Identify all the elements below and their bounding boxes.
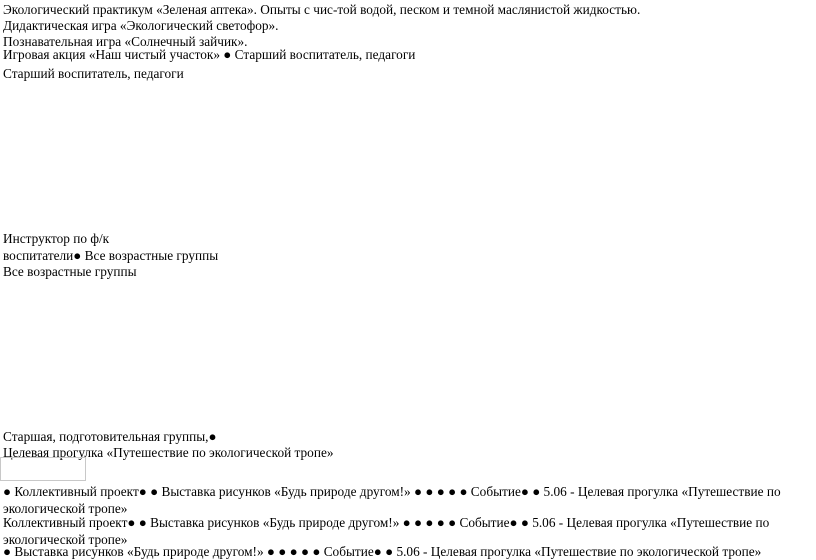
text-line-10: Целевая прогулка «Путешествие по экологической тропе» (3, 445, 334, 460)
text-line-6: Инструктор по ф/к (3, 231, 110, 246)
text-line-3: Познавательная игра «Солнечный зайчик». (3, 34, 248, 49)
text-line-2: Дидактическая игра «Экологический светофор». (3, 18, 279, 33)
text-line-11: ● Коллективный проект● ● Выставка рисунков «Будь природе другом!» ● ● ● ● ● Событие● ● 5.06 - Целевая прогулка «Путешествие по экологической тропе» (3, 484, 781, 516)
text-line-8: Все возрастные группы (3, 264, 137, 279)
text-line-7: воспитатели● Все возрастные группы (3, 248, 219, 263)
text-line-13: ● Выставка рисунков «Будь природе другом!» ● ● ● ● ● Событие● ● 5.06 - Целевая прогулка «Путешествие по экологической тропе» (3, 544, 762, 559)
text-line-9: Старшая, подготовительная группы,● (3, 429, 217, 444)
text-line-5: Старший воспитатель, педагоги (3, 66, 184, 81)
empty-cell-box (0, 457, 86, 481)
text-line-1: Экологический практикум «Зеленая аптека». Опыты с чис-той водой, песком и темной маслянистой жидкостью. (3, 2, 641, 17)
text-line-12: Коллективный проект● ● Выставка рисунков «Будь природе другом!» ● ● ● ● ● Событие● ● 5.06 - Целевая прогулка «Путешествие по экологической тропе» (3, 515, 770, 547)
text-line-4: Игровая акция «Наш чистый участок» ● Старший воспитатель, педагоги (3, 47, 416, 62)
